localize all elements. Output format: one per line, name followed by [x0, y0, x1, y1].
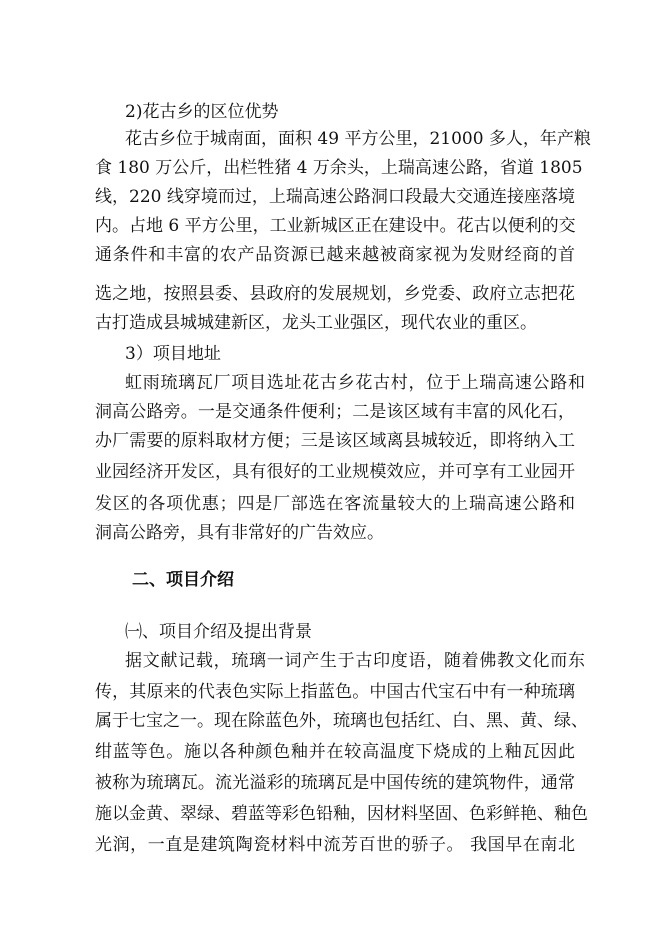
- paragraph-line: 据文献记载，琉璃一词产生于古印度语，随着佛教文化而东: [125, 651, 585, 671]
- paragraph-line: 花古乡位于城南面，面积 49 平方公里，21000 多人，年产粮: [125, 129, 591, 149]
- paragraph-line: 办厂需要的原料取材方便；三是该区域离县城较近，即将纳入工: [95, 431, 575, 451]
- paragraph-line: 洞高公路旁，具有非常好的广告效应。: [95, 523, 384, 543]
- paragraph-line: 洞高公路旁。一是交通条件便利；二是该区域有丰富的风化石，: [95, 402, 575, 422]
- paragraph-line: 通条件和丰富的农产品资源已越来越被商家视为发财经商的首: [95, 245, 575, 265]
- subsection-heading-background: ㈠、项目介绍及提出背景: [125, 622, 312, 642]
- paragraph-line: 内。占地 6 平方公里，工业新城区正在建设中。花古以便利的交: [95, 216, 576, 236]
- paragraph-line: 绀蓝等色。施以各种颜色釉并在较高温度下烧成的上釉瓦因此: [95, 742, 575, 762]
- paragraph-line: 古打造成县城城建新区，龙头工业强区，现代农业的重区。: [95, 313, 537, 333]
- section-heading-location-advantage: 2)花古乡的区位优势: [125, 102, 279, 122]
- paragraph-line: 虹雨琉璃瓦厂项目选址花古乡花古村，位于上瑞高速公路和: [125, 373, 585, 393]
- paragraph-line: 发区的各项优惠；四是厂部选在客流量较大的上瑞高速公路和: [95, 494, 575, 514]
- section-heading-project-address: 3）项目地址: [125, 344, 221, 364]
- paragraph-line: 食 180 万公斤，出栏牲猪 4 万余头，上瑞高速公路，省道 1805: [95, 158, 583, 178]
- paragraph-line: 线，220 线穿境而过，上瑞高速公路洞口段最大交通连接座落境: [95, 187, 575, 207]
- paragraph-line: 被称为琉璃瓦。流光溢彩的琉璃瓦是中国传统的建筑物件，通常: [95, 773, 575, 793]
- paragraph-line: 传，其原来的代表色实际上指蓝色。中国古代宝石中有一种琉璃: [95, 682, 575, 702]
- part-heading-project-introduction: 二、项目介绍: [132, 570, 234, 590]
- paragraph-line: 业园经济开发区，具有很好的工业规模效应，并可享有工业园开: [95, 462, 575, 482]
- paragraph-line: 光润，一直是建筑陶瓷材料中流芳百世的骄子。 我国早在南北: [95, 835, 575, 855]
- paragraph-line: 属于七宝之一。现在除蓝色外，琉璃也包括红、白、黑、黄、绿、: [95, 711, 588, 731]
- paragraph-line: 选之地，按照县委、县政府的发展规划，乡党委、政府立志把花: [95, 284, 575, 304]
- paragraph-line: 施以金黄、翠绿、碧蓝等彩色铅釉，因材料坚固、色彩鲜艳、釉色: [95, 804, 588, 824]
